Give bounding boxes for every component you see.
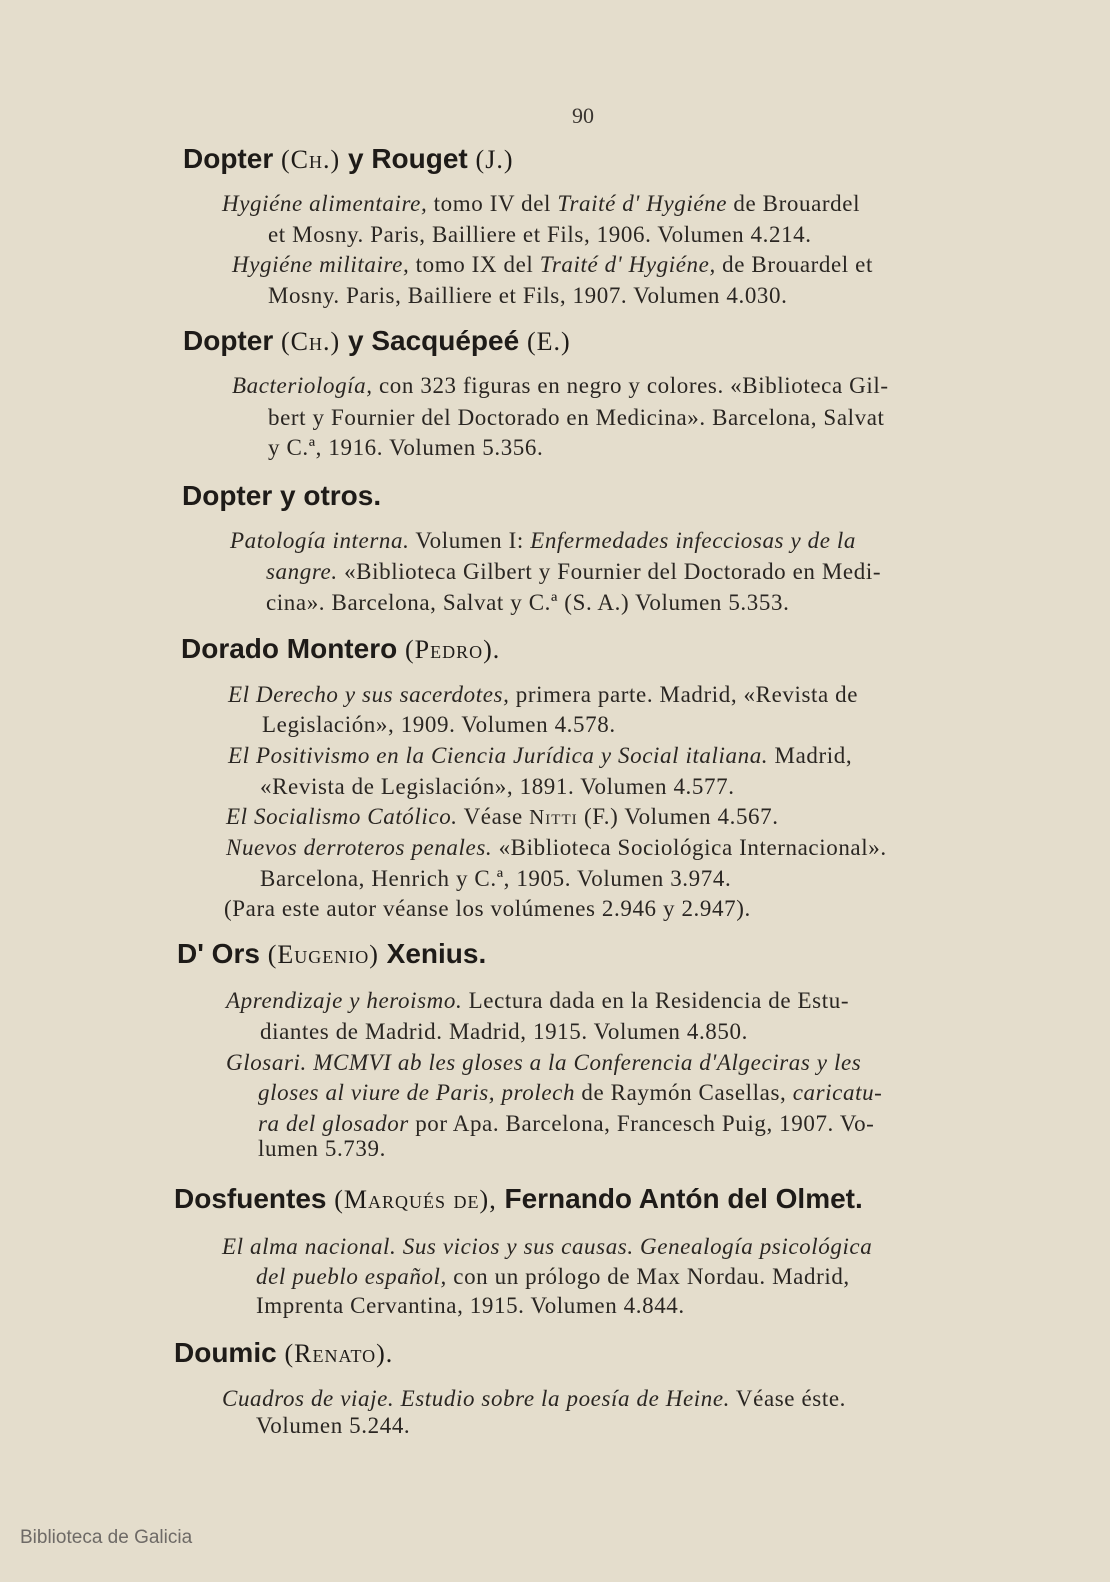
entry-author: Dosfuentes (Marqués de), Fernando Antón del Olmet. <box>174 1183 863 1214</box>
entry-author: Dopter y otros. <box>182 480 382 511</box>
entry-line: El Socialismo Católico. Véase Nitti (F.) Volumen 4.567. <box>226 804 779 829</box>
entry-line: Cuadros de viaje. Estudio sobre la poesía de Heine. Véase éste. <box>222 1386 846 1411</box>
entry-line: bert y Fournier del Doctorado en Medicina». Barcelona, Salvat <box>268 405 885 430</box>
entry-line: Glosari. MCMVI ab les gloses a la Conferencia d'Algeciras y les <box>226 1050 862 1075</box>
entry-line: Barcelona, Henrich y C.ª, 1905. Volumen 3.974. <box>260 866 732 891</box>
entry-line: «Revista de Legislación», 1891. Volumen 4.577. <box>260 774 735 799</box>
entry-line: lumen 5.739. <box>258 1136 386 1161</box>
entry-line: Hygiéne militaire, tomo IX del Traité d' Hygiéne, de Brouardel et <box>232 252 873 277</box>
entry-line: ra del glosador por Apa. Barcelona, Francesch Puig, 1907. Vo- <box>258 1111 875 1136</box>
entry-line: Nuevos derroteros penales. «Biblioteca Sociológica Internacional». <box>226 835 887 860</box>
entry-line: cina». Barcelona, Salvat y C.ª (S. A.) Volumen 5.353. <box>266 590 790 615</box>
entry-line: El alma nacional. Sus vicios y sus causas. Genealogía psicológica <box>222 1234 873 1259</box>
entry-author: Dorado Montero (Pedro). <box>181 633 501 664</box>
entry-line: sangre. «Biblioteca Gilbert y Fournier del Doctorado en Medi- <box>266 559 882 584</box>
entry-line: Legislación», 1909. Volumen 4.578. <box>262 712 616 737</box>
entry-author: Dopter (Ch.) y Sacquépeé (E.) <box>183 325 571 356</box>
entry-line: El Derecho y sus sacerdotes, primera parte. Madrid, «Revista de <box>228 682 859 707</box>
entry-line: Hygiéne alimentaire, tomo IV del Traité d' Hygiéne de Brouardel <box>222 191 861 216</box>
entry-line: Imprenta Cervantina, 1915. Volumen 4.844. <box>256 1293 685 1318</box>
entry-line: et Mosny. Paris, Bailliere et Fils, 1906. Volumen 4.214. <box>268 222 812 247</box>
entry-line: Aprendizaje y heroismo. Lectura dada en la Residencia de Estu- <box>226 988 850 1013</box>
entry-line: diantes de Madrid. Madrid, 1915. Volumen 4.850. <box>260 1019 748 1044</box>
entry-author: D' Ors (Eugenio) Xenius. <box>177 938 487 969</box>
entry-line: (Para este autor véanse los volúmenes 2.946 y 2.947). <box>224 896 751 921</box>
entry-line: Volumen 5.244. <box>256 1413 411 1438</box>
entry-line: y C.ª, 1916. Volumen 5.356. <box>268 435 544 460</box>
entry-line: gloses al viure de Paris, prolech de Raymón Casellas, caricatu- <box>258 1080 883 1105</box>
entry-line: Bacteriología, con 323 figuras en negro y colores. «Biblioteca Gil- <box>232 373 889 398</box>
library-watermark: Biblioteca de Galicia <box>20 1527 193 1548</box>
entry-line: Patología interna. Volumen I: Enfermedades infecciosas y de la <box>230 528 856 553</box>
entry-line: El Positivismo en la Ciencia Jurídica y Social italiana. Madrid, <box>228 743 853 768</box>
entry-author: Dopter (Ch.) y Rouget (J.) <box>183 143 514 174</box>
page-number: 90 <box>572 103 594 128</box>
entry-line: del pueblo español, con un prólogo de Max Nordau. Madrid, <box>256 1264 850 1289</box>
entry-author: Doumic (Renato). <box>174 1337 394 1368</box>
entry-line: Mosny. Paris, Bailliere et Fils, 1907. Volumen 4.030. <box>268 283 788 308</box>
